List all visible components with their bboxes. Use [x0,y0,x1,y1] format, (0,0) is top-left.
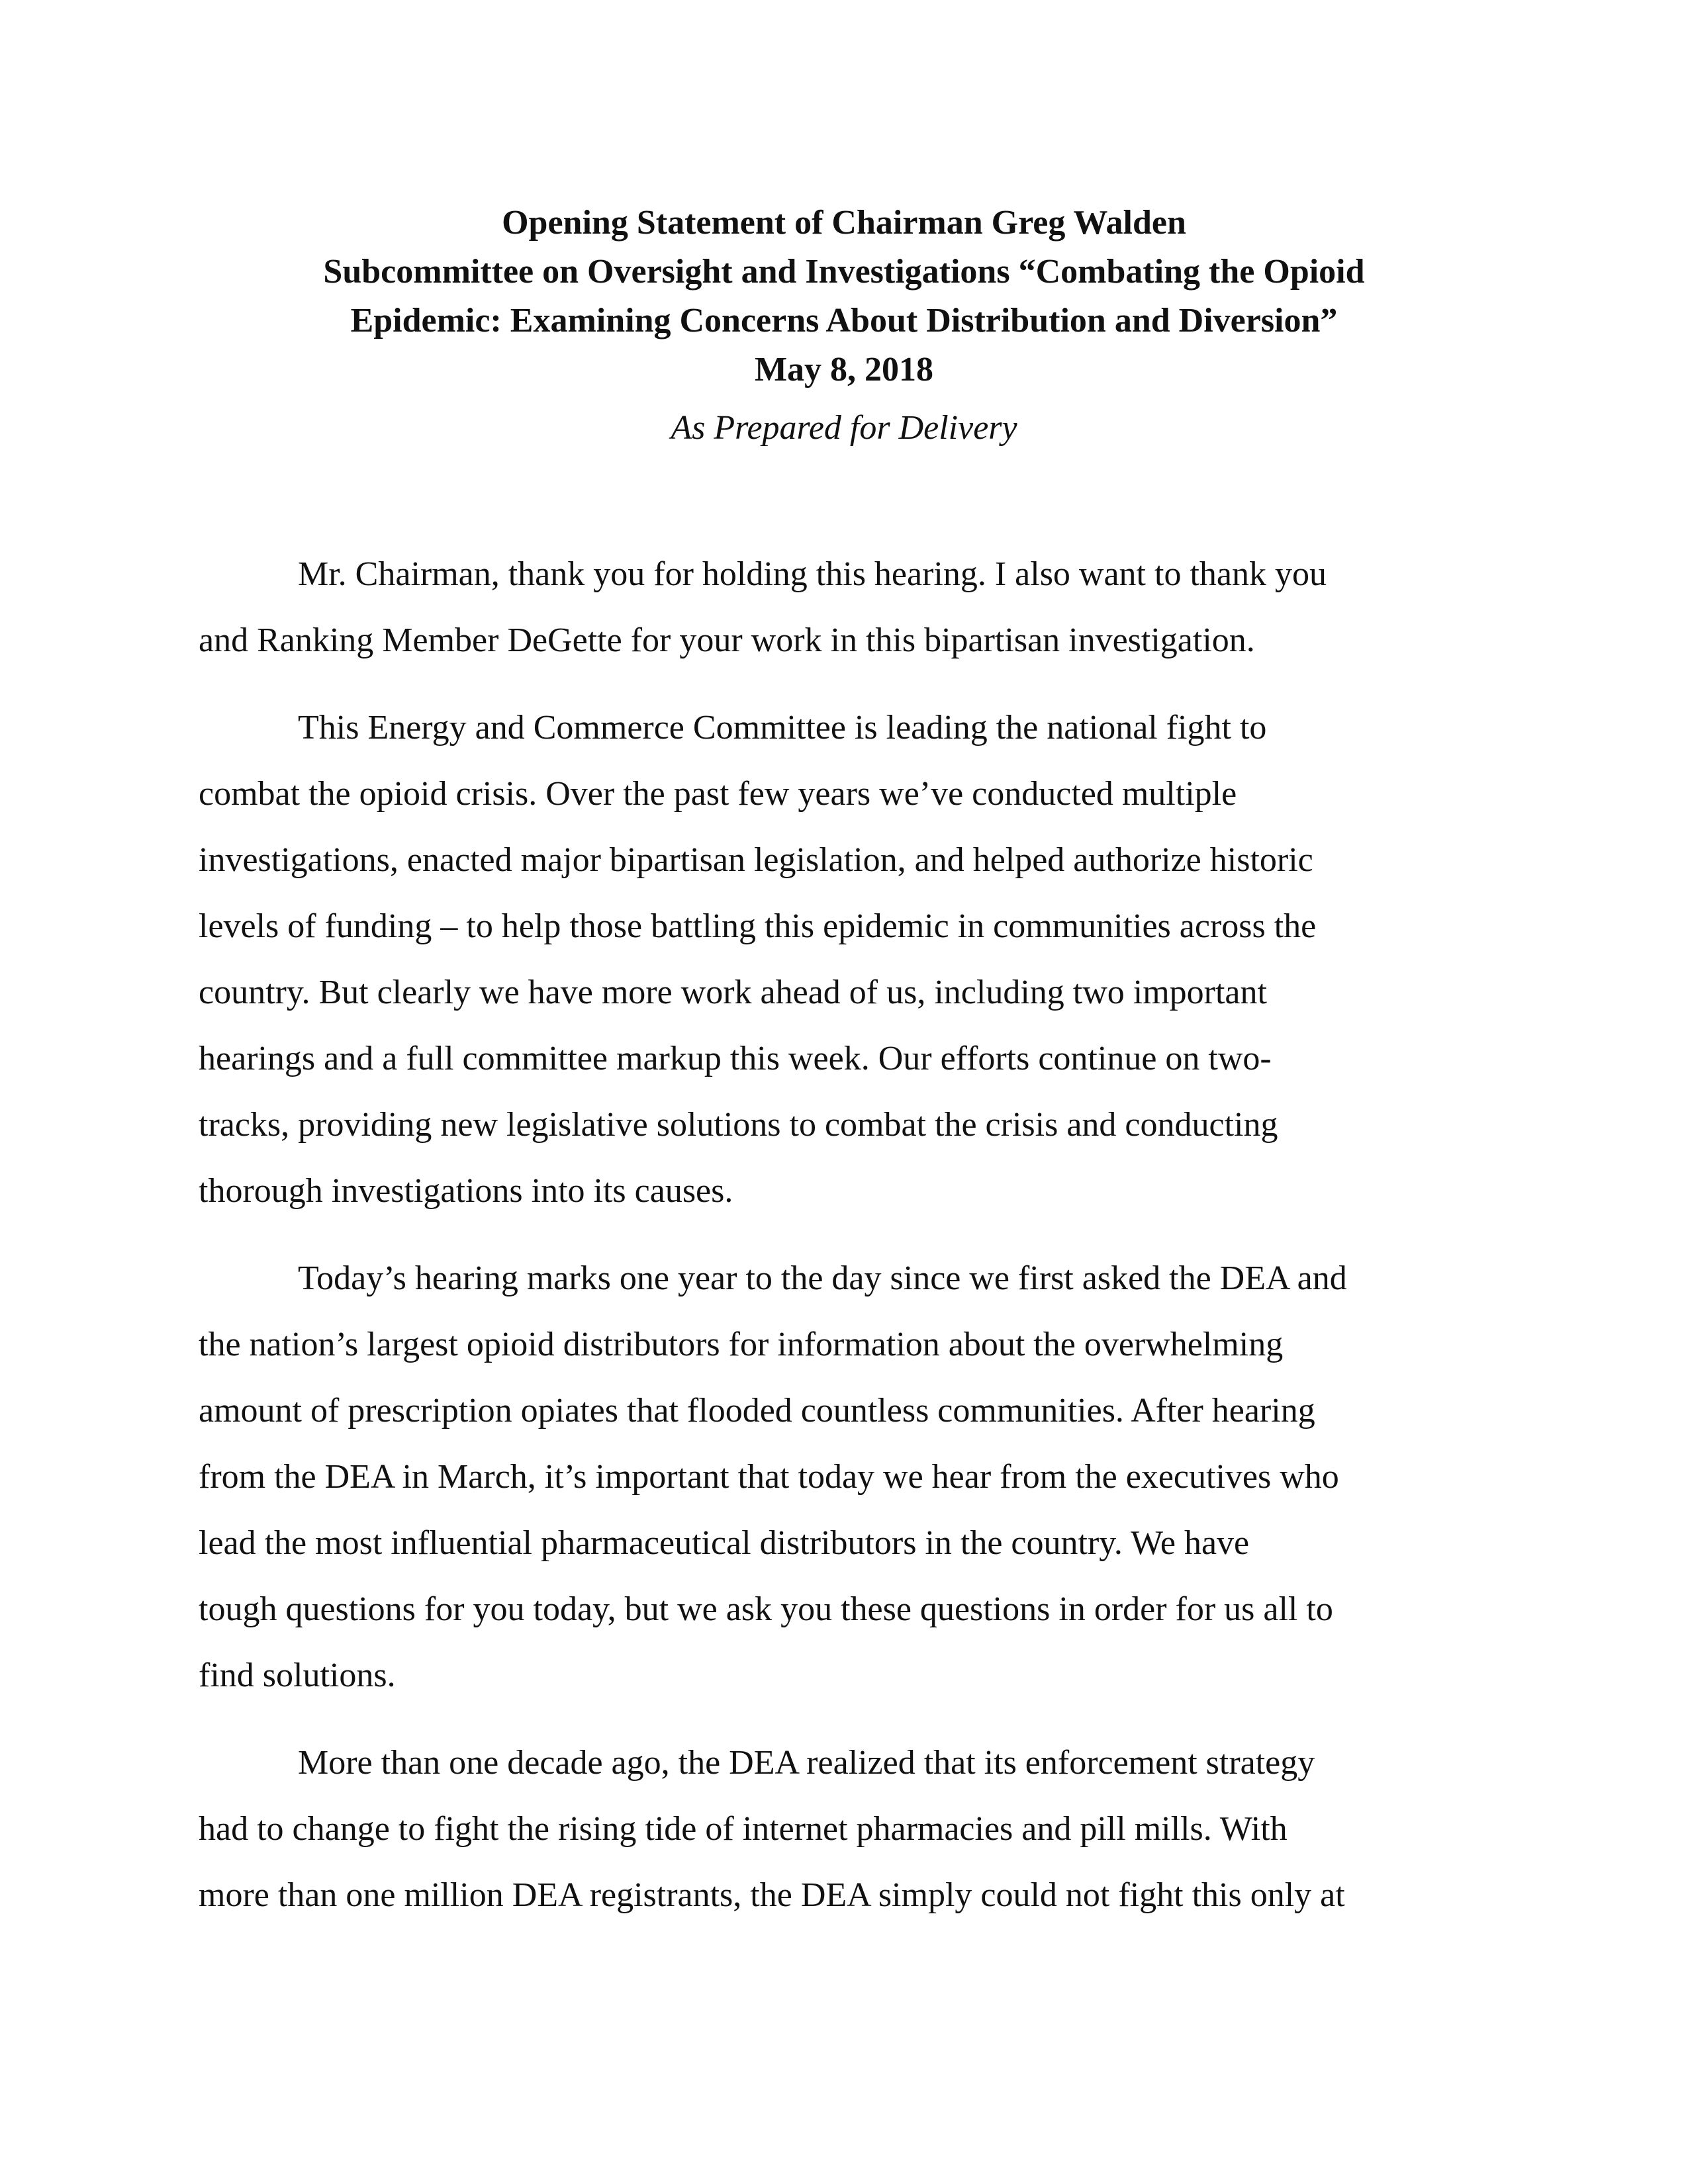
text-line: had to change to fight the rising tide of internet pharmacies and pill mills. With [199,1810,1288,1848]
statement-header [199,199,1489,394]
paragraph-2 [199,695,1489,1224]
text-line: lead the most influential pharmaceutical distributors in the country. We have [199,1524,1250,1562]
header-hearing-title: Epidemic: Examining Concerns About Distribution and Diversion” [350,302,1338,340]
text-line: and Ranking Member DeGette for your work in this bipartisan investigation. [199,621,1255,659]
text-line: more than one million DEA registrants, the DEA simply could not fight this only at [199,1876,1345,1914]
paragraph-1 [199,541,1489,674]
header-subcommittee: Subcommittee on Oversight and Investigations “Combating the Opioid [323,253,1365,291]
statement-body [199,541,1489,1950]
text-line: This Energy and Commerce Committee is leading the national fight to [298,709,1267,747]
text-line: combat the opioid crisis. Over the past few years we’ve conducted multiple [199,775,1237,813]
text-line: Mr. Chairman, thank you for holding this hearing. I also want to thank you [298,555,1327,593]
text-line: hearings and a full committee markup this week. Our efforts continue on two- [199,1040,1272,1077]
text-line: find solutions. [199,1657,396,1694]
text-line: levels of funding – to help those battling this epidemic in communities across the [199,907,1317,945]
text-line: the nation’s largest opioid distributors for information about the overwhelming [199,1326,1284,1363]
header-title: Opening Statement of Chairman Greg Walden [502,204,1186,242]
text-line: Today’s hearing marks one year to the day since we first asked the DEA and [298,1259,1347,1297]
text-line: country. But clearly we have more work ahead of us, including two important [199,974,1267,1011]
text-line: investigations, enacted major bipartisan legislation, and helped authorize historic [199,841,1313,879]
text-line: amount of prescription opiates that flooded countless communities. After hearing [199,1392,1315,1430]
text-line: More than one decade ago, the DEA realized that its enforcement strategy [298,1744,1315,1782]
text-line: tough questions for you today, but we ask you these questions in order for us all to [199,1590,1333,1628]
header-date: May 8, 2018 [754,351,934,388]
paragraph-4 [199,1730,1489,1929]
paragraph-3 [199,1246,1489,1709]
text-line: thorough investigations into its causes. [199,1172,733,1210]
text-line: tracks, providing new legislative solutions to combat the crisis and conducting [199,1106,1278,1144]
text-line: from the DEA in March, it’s important that today we hear from the executives who [199,1458,1339,1496]
delivery-note: As Prepared for Delivery [671,409,1017,447]
